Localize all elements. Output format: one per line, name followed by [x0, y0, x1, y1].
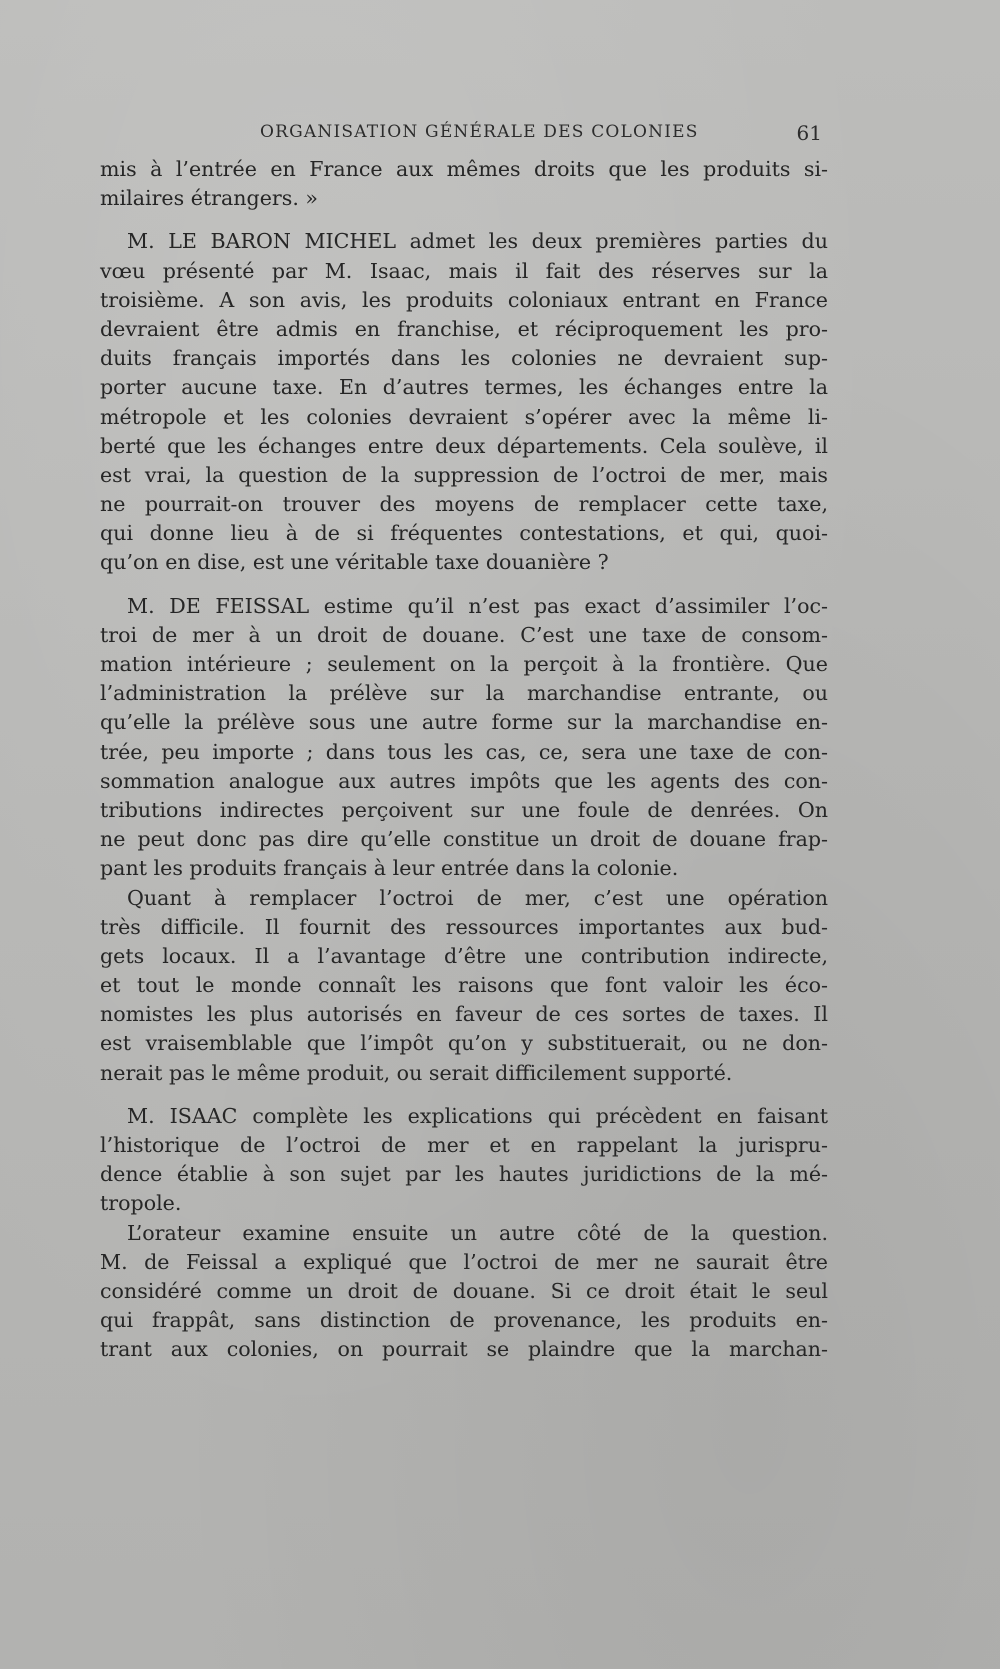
text-line: qui donne lieu à de si fréquentes contestations, et qui, quoi-	[100, 521, 828, 546]
text-line: l’historique de l’octroi de mer et en rappelant la jurispru-	[100, 1133, 828, 1157]
paragraph	[100, 1102, 828, 1219]
paragraph	[100, 884, 828, 1088]
text-line: et tout le monde connaît les raisons que font valoir les éco-	[100, 973, 828, 998]
text-line: mis à l’entrée en France aux mêmes droits que les produits si-	[100, 157, 828, 181]
paragraph	[100, 1219, 828, 1365]
text-line: berté que les échanges entre deux départements. Cela soulève, il	[100, 433, 828, 458]
text-line: tributions indirectes perçoivent sur une foule de denrées. On	[100, 797, 828, 822]
text-line: métropole et les colonies devraient s’opérer avec la même li-	[100, 404, 828, 429]
body-text	[100, 155, 828, 1365]
text-line: vœu présenté par M. Isaac, mais il fait des réserves sur la	[100, 258, 828, 283]
text-line: Quant à remplacer l’octroi de mer, c’est une opération	[127, 885, 828, 910]
text-line: l’administration la prélève sur la marchandise entrante, ou	[100, 681, 828, 706]
paragraph	[100, 227, 828, 577]
paragraph-gap	[100, 213, 828, 227]
text-line: sommation analogue aux autres impôts que les agents des con-	[100, 768, 828, 793]
text-line: considéré comme un droit de douane. Si ce droit était le seul	[100, 1278, 828, 1303]
page-number: 61	[796, 121, 822, 145]
text-line: est vrai, la question de la suppression de l’octroi de mer, mais	[100, 462, 828, 487]
text-line: ne peut donc pas dire qu’elle constitue un droit de douane frap-	[100, 827, 828, 852]
running-title: ORGANISATION GÉNÉRALE DES COLONIES	[260, 122, 699, 142]
text-line: milaires étrangers. »	[100, 186, 319, 211]
text-line: troisième. A son avis, les produits coloniaux entrant en France	[100, 287, 828, 312]
paragraph-gap	[100, 1088, 828, 1102]
paragraph	[100, 592, 828, 884]
text-line: dence établie à son sujet par les hautes juridictions de la mé-	[100, 1162, 828, 1187]
text-line: qui frappât, sans distinction de provenance, les produits en-	[100, 1308, 828, 1333]
text-line: nomistes les plus autorisés en faveur de ces sortes de taxes. Il	[100, 1002, 828, 1027]
text-line: ne pourrait-on trouver des moyens de remplacer cette taxe,	[100, 492, 828, 517]
running-head	[100, 122, 820, 150]
text-line: M. ISAAC complète les explications qui précèdent en faisant	[127, 1103, 828, 1128]
text-line: mation intérieure ; seulement on la perçoit à la frontière. Que	[100, 652, 828, 676]
text-line: pant les produits français à leur entrée dans la colonie.	[100, 856, 679, 881]
text-line: très difficile. Il fournit des ressources importantes aux bud-	[100, 914, 828, 939]
text-line: devraient être admis en franchise, et réciproquement les pro-	[100, 316, 828, 341]
text-line: nerait pas le même produit, ou serait difficilement supporté.	[100, 1060, 733, 1085]
paragraph-gap	[100, 578, 828, 592]
text-line: L’orateur examine ensuite un autre côté de la question.	[127, 1220, 828, 1245]
text-line: duits français importés dans les colonies ne devraient sup-	[100, 346, 828, 371]
text-line: M. LE BARON MICHEL admet les deux premières parties du	[127, 229, 828, 254]
text-line: troi de mer à un droit de douane. C’est une taxe de consom-	[100, 622, 828, 647]
text-line: porter aucune taxe. En d’autres termes, les échanges entre la	[100, 375, 828, 400]
text-line: trée, peu importe ; dans tous les cas, ce, sera une taxe de con-	[100, 739, 828, 764]
paragraph	[100, 155, 828, 213]
text-line: qu’on en dise, est une véritable taxe douanière ?	[100, 550, 609, 575]
text-line: M. DE FEISSAL estime qu’il n’est pas exact d’assimiler l’oc-	[127, 593, 828, 618]
text-line: qu’elle la prélève sous une autre forme sur la marchandise en-	[100, 710, 828, 735]
text-line: tropole.	[100, 1191, 182, 1216]
text-line: trant aux colonies, on pourrait se plaindre que la marchan-	[100, 1337, 828, 1362]
text-line: M. de Feissal a expliqué que l’octroi de mer ne saurait être	[100, 1249, 828, 1274]
text-line: est vraisemblable que l’impôt qu’on y substituerait, ou ne don-	[100, 1031, 828, 1056]
text-line: gets locaux. Il a l’avantage d’être une contribution indirecte,	[100, 943, 828, 968]
